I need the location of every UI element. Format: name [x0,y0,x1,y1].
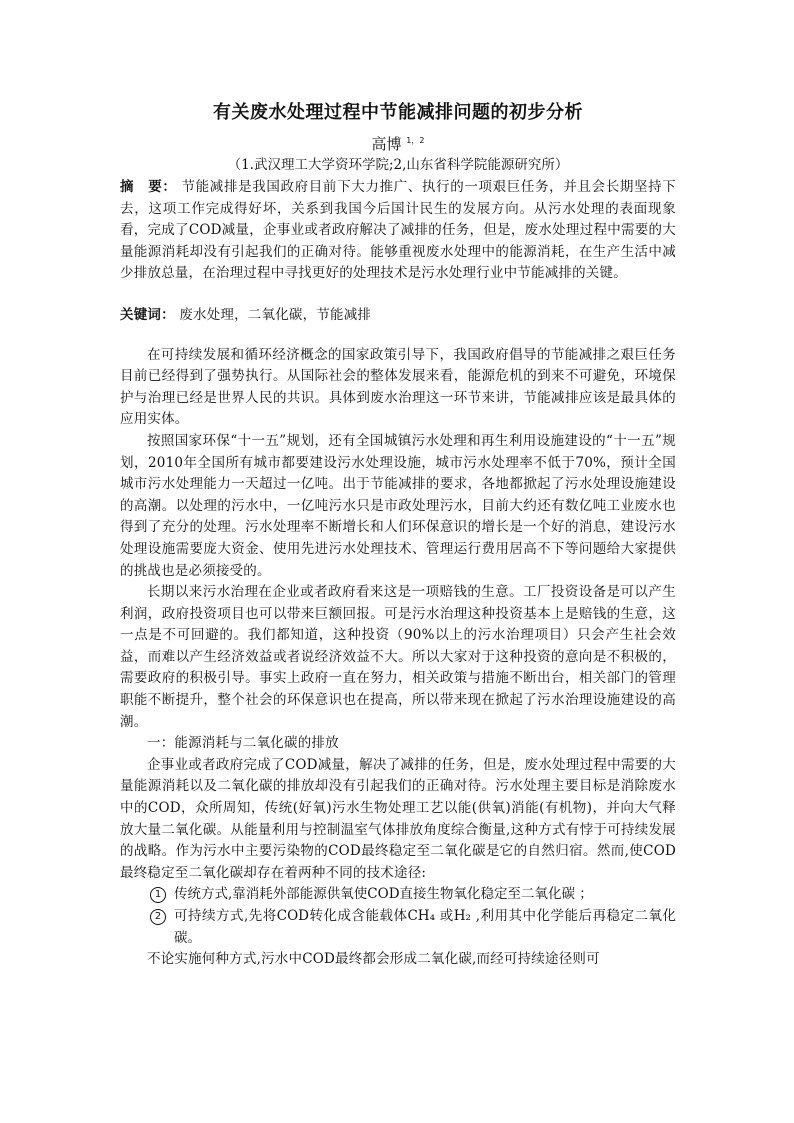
paper-page [120,100,676,971]
affiliation: （1.武汉理工大学资环学院;2,山东省科学院能源研究所） [227,157,569,173]
approach-text-1: 传统方式,靠消耗外部能源供氧使COD直接生物氧化稳定至二氧化碳 ； [174,886,593,903]
author-name: 高博 [371,135,402,153]
closing-line: 不论实施何种方式,污水中COD最终都会形成二氧化碳,而经可持续途径则可 [147,951,600,968]
approach-item-2 [120,906,676,949]
body-paragraph-1: 在可持续发展和循环经济概念的国家政策引导下，我国政府倡导的节能减排之艰巨任务目前已经得到了强势执行。从国际社会的整体发展来看，能源危机的到来不可避免，环境保护与治理已经是世界人民的共识。具体到废水治理这一环节来讲，节能减排应该是最具体的应用实体。 [120,346,676,428]
circled-number-marker: 2 [150,909,166,925]
body-paragraph-3: 长期以来污水治理在企业或者政府看来这是一项赔钱的生意。工厂投资设备是可以产生利润，政府投资项目也可以带来巨额回报。可是污水治理这种投资基本上是赔钱的生意，这一点是不可回避的。我们都知道，这种投资（90%以上的污水治理项目）只会产生社会效益，而难以产生经济效益或者说经济效益不大。所以大家对于这种投资的意向是不积极的，需要政府的积极引导。事实上政府一直在努力，相关政策与措施不断出台，相关部门的管理职能不断提升，整个社会的环保意识也在提高，所以带来现在掀起了污水治理设施建设的高潮。 [120,584,676,730]
approach-list [120,884,676,949]
approach-item-1 [120,884,676,906]
keywords-text: 废水处理，二氧化碳，节能减排 [179,306,372,323]
abstract-text: 节能减排是我国政府目前下大力推广、执行的一项艰巨任务，并且会长期坚持下去，这项工作完成得好坏，关系到我国今后国计民生的发展方向。从污水处理的表面现象看，完成了COD减量，企事业或者政府解决了减排的任务，但是，废水处理过程中需要的大量能源消耗却没有引起我们的正确对待。能够重视废水处理中的能源消耗，在生产生活中减少排放总量，在治理过程中寻找更好的处理技术是污水处理行业中节能减排的关键。 [120,179,676,282]
keywords [120,305,676,327]
keywords-label: 关键词： [120,306,175,323]
section-heading: 一：能源消耗与二氧化碳的排放 [147,735,339,752]
abstract [120,177,676,285]
author-affiliation-marks: 1，2 [406,136,425,145]
section-paragraph: 企事业或者政府完成了COD减量，解决了减排的任务，但是，废水处理过程中需要的大量能源消耗以及二氧化碳的排放却没有引起我们的正确对待。污水处理主要目标是消除废水中的COD，众所周知，传统(好氧)污水生物处理工艺以能(供氧)消能(有机物)，并向大气释放大量二氧化碳。从能量利用与控制温室气体排放角度综合衡量,这种方式有悖于可持续发展的战略。作为污水中主要污染物的COD最终稳定至二氧化碳是它的自然归宿。然而,使COD最终稳定至二氧化碳却存在着两种不同的技术途径: [120,756,676,881]
body-paragraph-2: 按照国家环保“十一五”规划，还有全国城镇污水处理和再生利用设施建设的“十一五”规划，2010年全国所有城市都要建设污水处理设施，城市污水处理率不低于70%，预计全国城市污水处理能力一天超过一亿吨。出于节能减排的要求，各地都掀起了污水处理设施建设的高潮。以处理的污水中，一亿吨污水只是市政处理污水，目前大约还有数亿吨工业废水也得到了充分的处理。污水处理率不断增长和人们环保意识的增长是一个好的消息，建设污水处理设施需要庞大资金、使用先进污水处理技术、管理运行费用居高不下等问题给大家提供的挑战也是必须接受的。 [120,432,676,579]
paper-title: 有关废水处理过程中节能减排问题的初步分析 [213,102,583,123]
approach-text-2: 可持续方式,先将COD转化成含能载体CH₄ 或H₂ ,利用其中化学能后再稳定二氧化碳。 [174,908,676,946]
circled-number-marker: 1 [150,887,166,903]
author-line [120,130,676,155]
abstract-label: 摘 要： [120,179,177,195]
